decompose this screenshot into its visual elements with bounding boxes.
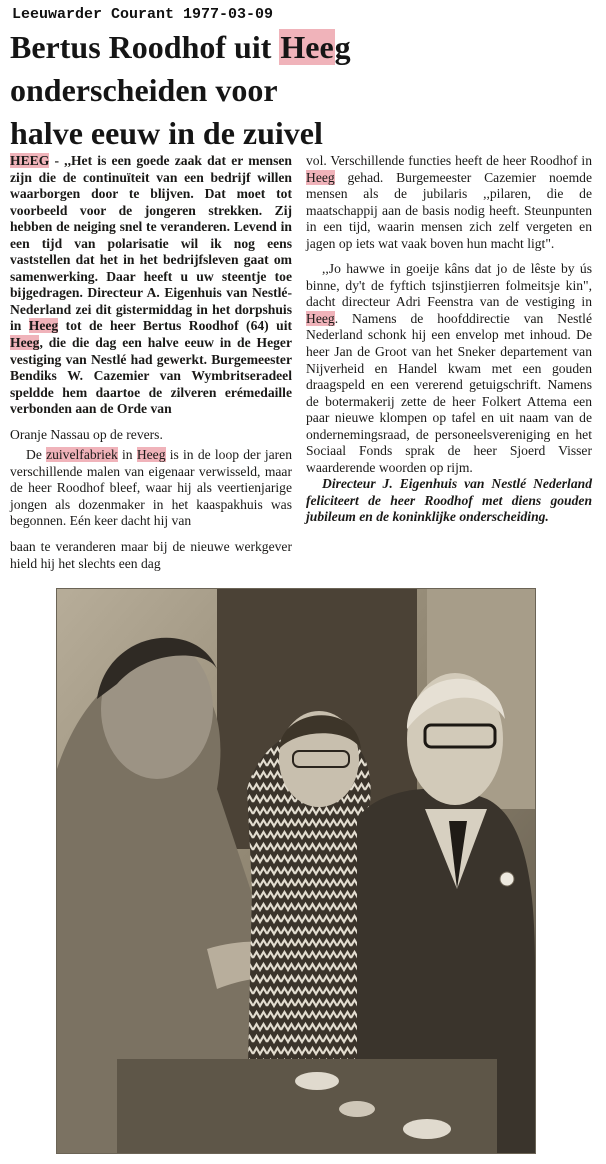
highlight-heeg: Heeg <box>306 169 335 185</box>
paragraph-text: in <box>117 447 137 463</box>
paragraph-functions <box>306 153 592 252</box>
lead-paragraph <box>10 153 292 418</box>
highlight-zuivelfabriek: zuivelfabriek <box>46 447 118 463</box>
highlight-heeg: Heeg <box>28 318 59 334</box>
paragraph-job-change: baan te veranderen maar bij de nieuwe werkgever hield hij het slechts een dag <box>10 539 292 571</box>
lead-text: - ,,Het is een goede zaak dat er mensen zijn die de continuïteit van een bedrijf willen waarborgen door te blijven. Dat moet tot voorbeeld voor de jongeren strekken. Zij hebben de neiging snel te veranderen. Levend in een tijd van polarisatie wil ik nog eens vaststellen dat het in het bedrijfsleven gaat om samenwerking. Daar heeft u uw steentje toe bijgedragen. Directeur A. Eigenhuis van Nestlé-Nederland zei dit gistermiddag in het dorpshuis in <box>10 153 292 334</box>
cup <box>403 1119 451 1139</box>
highlight-heeg: Heeg <box>306 310 335 326</box>
headline-line-1-end: g <box>334 29 351 65</box>
paragraph-text: vol. Verschillende functies heeft de heer Roodhof in <box>306 153 592 168</box>
lead-text-3: , die die dag een halve eeuw in de Heger vestiging van Nestlé had gewerkt. Burgemeester Bendiks W. Cazemier van Wymbritseradeel speldde hem daartoe de zilveren erémedaille verbonden aan de Orde van <box>10 335 292 417</box>
medal-icon <box>500 872 514 886</box>
article-column-left <box>10 153 292 572</box>
source-line: Leeuwarder Courant 1977-03-09 <box>12 6 274 23</box>
column-gap <box>10 530 292 539</box>
paragraph-text: gehad. Burgemeester Cazemier noemde mensen als de jubilaris ,,pilaren, die de maatschappij aan de basis nodig heeft. Steunpunten in een tijd, waarin mensen zich zelf vergeten en jagen op iets wat vaak boven hun macht ligt". <box>306 169 592 251</box>
lead-continuation: Oranje Nassau op de revers. <box>10 426 163 442</box>
headline-line-1 <box>10 26 600 69</box>
paragraph-text: is in de loop der jaren verschillende malen van eigenaar verwisseld, maar de heer Roodhof bleef, waar hij als veertienjarige jongen als dozenmaker in het kaaspakhuis was begonnen. Eén keer dacht hij van <box>10 447 293 529</box>
paragraph-text: . Namens de hoofddirectie van Nestlé Nederland schonk hij een envelop met inhoud. De heer Jan de Groot van het Sneker departement van Nijverheid en Handel kwam met een gouden draagspeld en een vererend getuigschrift. Namens de botermakerij zette de heer Folkert Attema een paar nieuwe klompen op tafel en uit naam van de ondernemingsraad, de personeelsvereniging en het Sociaal Fonds sprak de heer Sjoerd Visser waarderende woorden op rijm. <box>306 310 592 475</box>
paragraph-text: De <box>26 447 47 463</box>
saucer <box>339 1101 375 1117</box>
headline-line-1-text: Bertus Roodhof uit <box>10 29 280 65</box>
column-gap <box>10 418 292 427</box>
article-column-right <box>306 153 592 526</box>
paragraph-text: ,,Jo hawwe in goeije kâns dat jo de lêste by ús binne, dy't de fyftich tsjinstjierren folmeitsje kin", dacht directeur Adri Feenstra van de vestiging in <box>306 261 592 310</box>
lead-text-2: tot de heer Bertus Roodhof (64) uit <box>58 318 292 334</box>
cup <box>295 1072 339 1090</box>
photo-illustration <box>57 589 535 1153</box>
news-photo <box>56 588 536 1154</box>
headline-highlight: Hee <box>280 29 334 65</box>
headline-line-3: halve eeuw in de zuivel <box>10 115 323 151</box>
photo-caption: Directeur J. Eigenhuis van Nestlé Nederland feliciteert de heer Roodhof met diens gouden jubileum en de koninklijke onderscheiding. <box>306 476 592 525</box>
paragraph-factory <box>10 447 292 530</box>
highlight-heeg: Heeg <box>10 335 40 351</box>
dateline-place: HEEG <box>10 153 50 168</box>
headline <box>10 26 600 155</box>
paragraph-frisian-quote <box>306 261 592 476</box>
highlight-heeg: Heeg <box>136 447 166 463</box>
headline-line-2: onderscheiden voor <box>10 72 278 108</box>
